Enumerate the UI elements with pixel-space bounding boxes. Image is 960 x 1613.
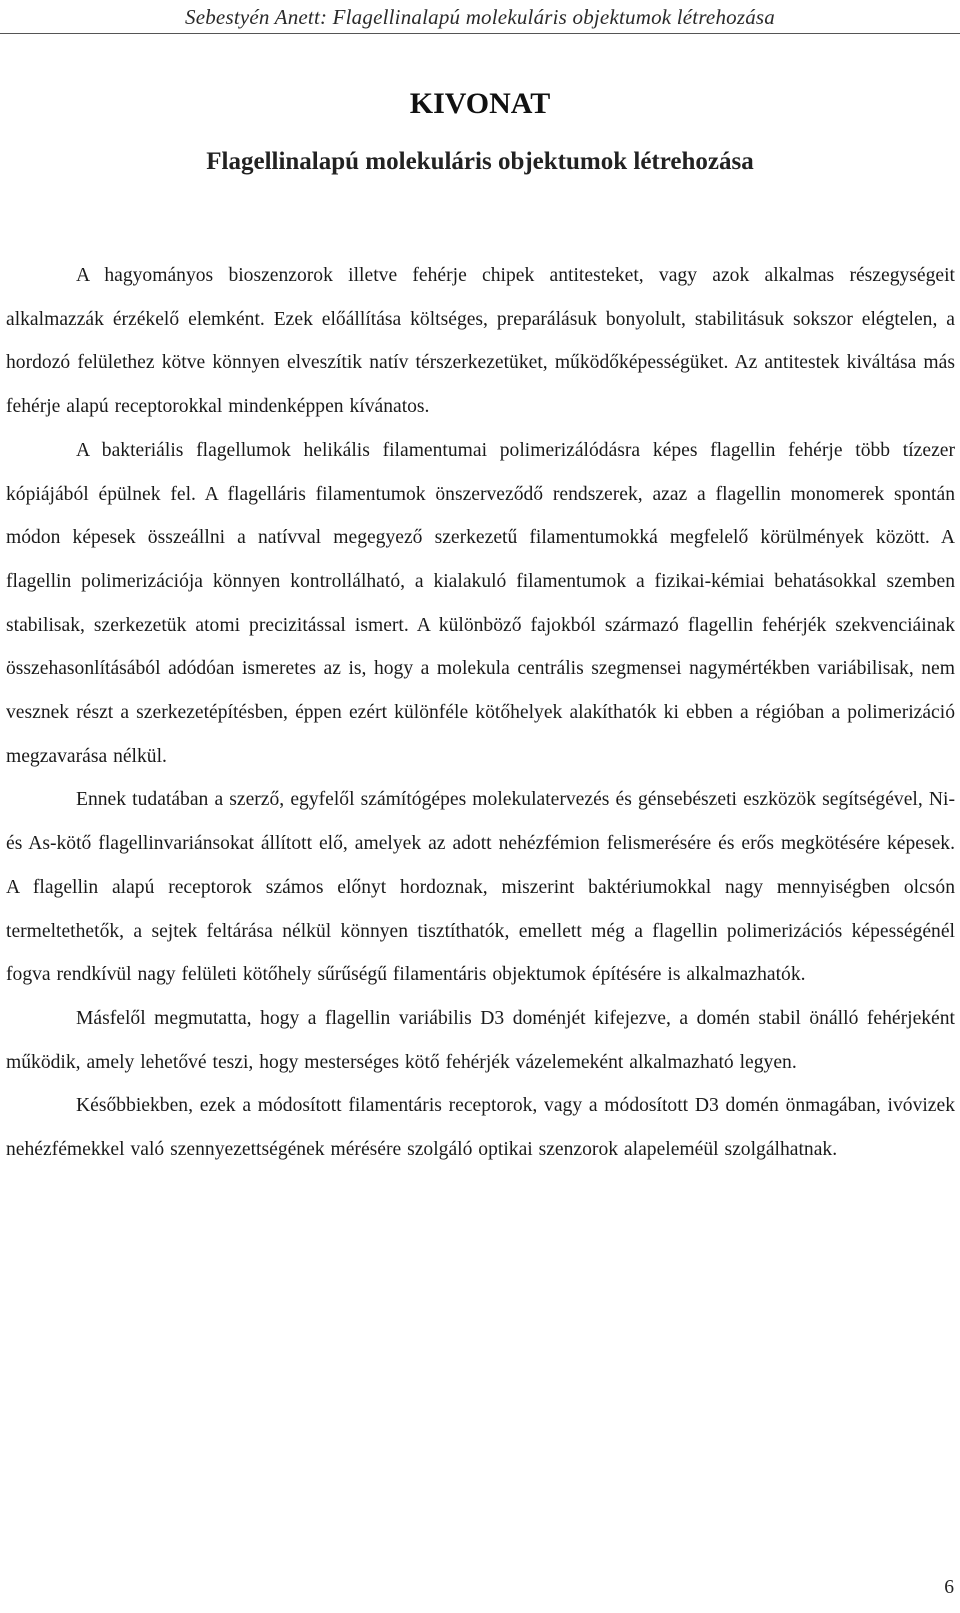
page-subtitle: Flagellinalapú molekuláris objektumok létrehozása [206,148,754,175]
abstract-paragraph-4: Másfelől megmutatta, hogy a flagellin variábilis D3 doménjét kifejezve, a domén stabil önálló fehérjeként működik, amely lehetővé teszi, hogy mesterséges kötő fehérjék vázelemeként alkalmazható legyen. [6,1007,955,1073]
running-header: Sebestyén Anett: Flagellinalapú molekuláris objektumok létrehozása [185,5,775,29]
abstract-paragraph-2: A bakteriális flagellumok helikális filamentumai polimerizálódásra képes flagellin fehérje több tízezer kópiájából épülnek fel. A flagelláris filamentumok önszerveződő rendszerek, azaz a flagellin monomerek spontán módon képesek összeállni a natívval megegyező szerkezetű filamentumokká megfelelő körülmények között. A flagellin polimerizációja könnyen kontrollálható, a kialakuló filamentumok a fizikai-kémiai behatásokkal szemben stabilisak, szerkezetük atomi precizitással ismert. A különböző fajokból származó flagellin fehérjék szekvenciáinak összehasonlításából adódóan ismeretes az is, hogy a molekula centrális szegmensei nagymértékben variábilisak, nem vesznek részt a szerkezetépítésben, éppen ezért különféle kötőhelyek alakíthatók ki ebben a régióban a polimerizáció megzavarása nélkül. [6,439,955,767]
abstract-paragraph-1: A hagyományos bioszenzorok illetve fehérje chipek antitesteket, vagy azok alkalmas részegységeit alkalmazzák érzékelő elemként. Ezek előállítása költséges, preparálásuk bonyolult, stabilitásuk sokszor elégtelen, a hordozó felülethez kötve könnyen elveszítik natív térszerkezetüket, működőképességüket. Az antitestek kiváltása más fehérje alapú receptorokkal mindenképpen kívánatos. [6,265,955,418]
header-divider [0,33,960,34]
abstract-body [6,254,955,1172]
page-number: 6 [944,1577,954,1598]
abstract-paragraph-5: Későbbiekben, ezek a módosított filamentáris receptorok, vagy a módosított D3 domén önmagában, ivóvizek nehézfémekkel való szennyezettségének mérésére szolgáló optikai szenzorok alapeleméül szolgálhatnak. [6,1095,955,1161]
page-title: KIVONAT [409,87,551,120]
abstract-paragraph-3: Ennek tudatában a szerző, egyfelől számítógépes molekulatervezés és génsebészeti eszközök segítségével, Ni- és As-kötő flagellinvariánsokat állított elő, amelyek az adott nehézfémion felismerésére és erős megkötésére képesek. A flagellin alapú receptorok számos előnyt hordoznak, miszerint baktériumokkal nagy mennyiségben olcsón termeltethetők, a sejtek feltárása nélkül könnyen tisztíthatók, emellett még a flagellin polimerizációs képességénél fogva rendkívül nagy felületi kötőhely sűrűségű filamentáris objektumok építésére is alkalmazhatók. [6,789,955,986]
